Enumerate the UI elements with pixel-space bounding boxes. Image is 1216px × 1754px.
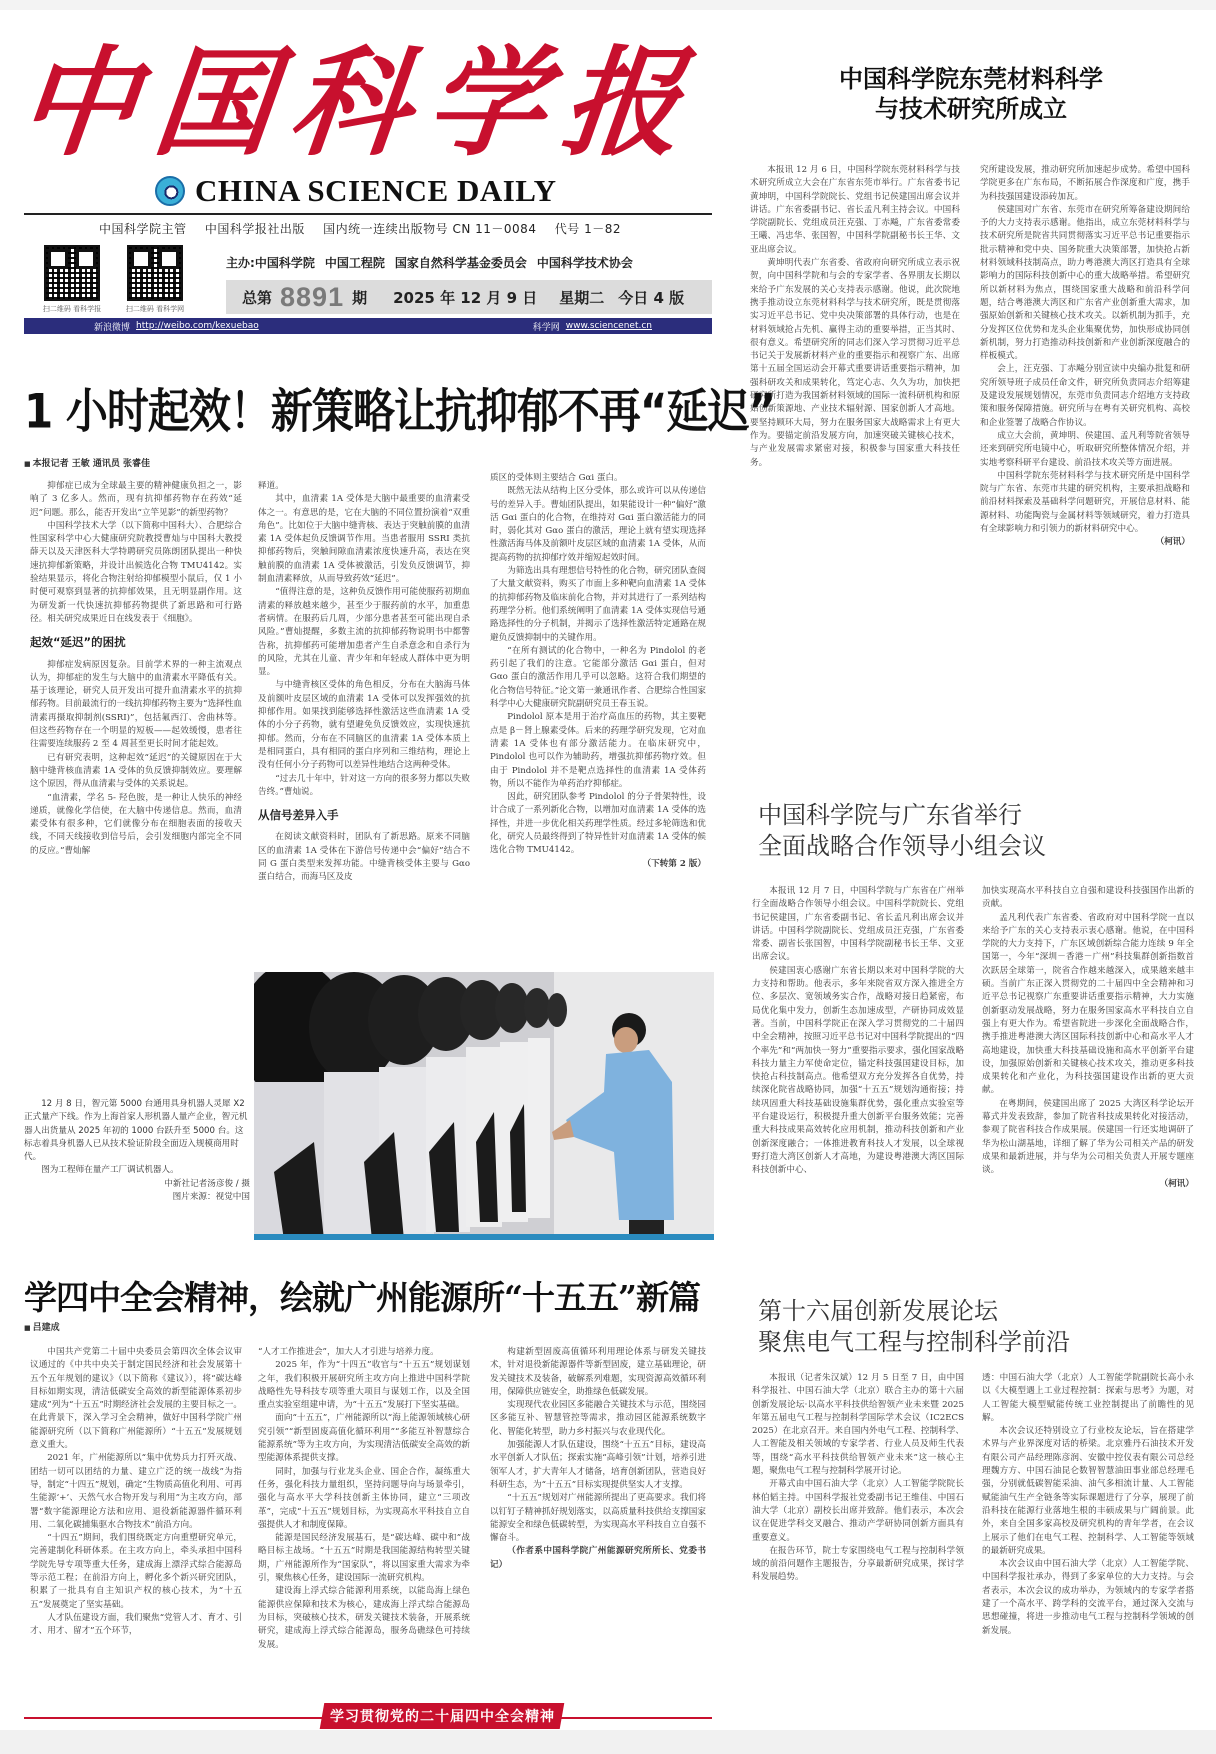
paragraph: 2025 年，作为“十四五”收官与“十五五”规划谋划之年，我们积极开展研究所主攻方向上推进中国科学院战略性先导科技专项等重大项目与谋划工作，以及全国重点实验室组建申请，为“十五五”发展打下坚实基础。 [258,1360,470,1411]
masthead-rule [24,213,712,215]
caption-text: 图为工程师在量产工厂调试机器人。 [41,1165,179,1176]
paragraph: 2021 年，广州能源所以“集中优势兵力打歼灭战、团结一切可以团结的力量、建立广泛的统一战线”为指导，制定“十四五”规划，确定“生物质高值化利用、可再生能源‘+’、天然气水合物开发与利用”为主攻方向，部署“数字能源理论方法和应用、退役新能源器件循环利用、二氧化碳捕集驱水合物技术”前沿方向。 [30,1453,242,1530]
headline-line: 聚焦电气工程与控制科学前沿 [758,1328,1070,1356]
sponsors-label: 主办: [226,256,255,270]
forum-column-1 [752,1372,964,1728]
paragraph: 成立大会前，黄坤明、侯建国、孟凡利等院省领导还来到研究所电镜中心，听取研究所整体情况介绍，并实地考察科研平台建设、前沿技术攻关等方面进展。 [980,430,1190,468]
banner-label: 学习贯彻党的二十届四中全会精神 [329,1709,555,1725]
subheading: 起效“延迟”的困扰 [30,635,126,650]
energy-byline: ■ 吕建成 [24,1320,60,1333]
issue-weekday: 星期二 [559,288,605,307]
energy-column-2 [258,1346,470,1696]
paragraph: 侯建国衷心感谢广东省长期以来对中国科学院的大力支持和帮助。他表示，多年来院省双方深入推进全方位、多层次、宽领域务实合作，战略对接日趋紧密，布局优化集中发力，创新生态加速成型，产研协同成效显著。当前，中国科学院正在深入学习贯彻党的二十届四中全会精神，按照习近平总书记对中国科学院提出的“四个率先”和“两加快一努力”重要指示要求，强化国家战略科技力量主力军使命定位，锚定科技强国建设目标，加快抢占科技制高点。他希望双方充分发挥各自优势，持续深化院省战略协同，加强“十五五”规划沟通衔接；持续巩固重大科技基础设施集群优势，强化重点实验室等平台建设运行，积极提升重大创新平台服务效能；完善重大科技成果高效转化应用机制，推动科技创新和产业创新深度融合；一体推进教育科技人才发展，以全球视野打造大湾区创新人才高地，为建设粤港澳大湾区国际科技创新中心、 [752,965,964,1176]
paragraph: 透：中国石油大学（北京）人工智能学院副院长高小永以《大模型遇上工业过程控制：探索与思考》为题，对人工智能大模型赋能传统工业控制提出了前瞻性的见解。 [982,1373,1194,1423]
pub-info-item: 代号 1－82 [554,222,622,236]
headline-line: 全面战略合作领导小组会议 [758,832,1046,860]
paragraph: 中国科学院东莞材料科学与技术研究所是中国科学院与广东省、东莞市共建的研究机构，主要承担战略和前沿材料探索及基础科学问题研究，开展信息材料、能源材料、功能陶瓷与金属材料等领域研究，着力打造具有全球影响力和引领力的新材料研究中心。 [980,470,1190,535]
signature: （柯讯） [1159,1178,1194,1189]
paragraph: “十五五”规划对广州能源所提出了更高要求。我们将以钉钉子精神抓好规划落实，以高质量科技供给支撑国家能源安全和绿色低碳转型，为实现高水平科技自立自强不懈奋斗。 [490,1493,706,1544]
author-note: （作者系中国科学院广州能源研究所所长、党委书记） [490,1546,706,1570]
paragraph: 建设海上浮式综合能源利用系统，以能岛海上绿色能源供应保障和技术为核心，建成海上浮式综合能源岛为目标，突破核心技术，研发关键技术装备，开展系统研究，建成海上浮式综合能源岛，服务岛礁绿色可持续发展。 [258,1586,470,1650]
paragraph: 其中，血清素 1A 受体是大脑中最重要的血清素受体之一。有意思的是，它在大脑的不同位置扮演着“双重角色”。比如位于大脑中缝背核、表达于突触前膜的血清素 1A 受体起负反馈调节作用。当患者服用 SSRI 类抗抑郁药物后，突触间隙血清素浓度快速升高，表达在突触前膜的血清素 1A 受体被激活，引发负反馈调节，抑制血清素释放，从而导致药效“延迟”。 [258,494,470,585]
sponsor: 中国科学技术协会 [536,256,633,270]
masthead-english-title: CHINA SCIENCE DAILY [195,173,557,208]
paragraph: 加快实现高水平科技自立自强和建设科技强国作出新的贡献。 [982,886,1194,910]
masthead-logo [11,33,689,172]
subheading: 从信号差异入手 [258,808,339,823]
energy-column-3 [490,1346,706,1696]
paragraph: 中国共产党第二十届中央委员会第四次全体会议审议通过的《中共中央关于制定国民经济和社会发展第十五个五年规划的建议》（以下简称《建议》），将“碳达峰目标如期实现，清洁低碳安全高效的新型能源体系初步建成”列为“十五五”时期经济社会发展的主要目标之一。在此背景下，深入学习全会精神，做好中国科学院广州能源研究所（以下简称广州能源所）“十五五”发展规划意义重大。 [30,1347,242,1451]
paragraph: 释道。 [258,481,284,491]
paragraph: “过去几十年中，针对这一方向的很多努力都以失败告终。”曹灿说。 [258,773,470,797]
photo-caption [24,1098,250,1204]
continued-on-page-link[interactable]: （下转第 2 版） [642,858,706,869]
sponsor: 中国科学院 [254,256,315,270]
issue-bar [226,280,712,314]
photo-credit: 中新社记者汤彦俊 / 摄 [164,1178,250,1189]
logo-char: 学 [419,33,553,172]
qr-code-icon[interactable] [44,245,100,301]
paragraph: 抑郁症发病原因复杂。目前学术界的一种主流观点认为，抑郁症的发生与大脑中的血清素水平降低有关。基于该理论，研究人员开发出可提升血清素水平的抗抑郁药物。目前最流行的一线抗抑郁药物主要为“选择性血清素再摄取抑制剂(SSRI)”，包括氟西汀、舍曲林等。但这些药物存在一个明显的短板——起效缓慢，患者往往需要连续服药 2 至 4 周甚至更长时间才能起效。 [30,659,242,750]
lead-column-3 [490,472,706,952]
forum-column-2 [982,1372,1194,1728]
headline-line: 与技术研究所成立 [875,94,1067,123]
lead-column-2 [258,480,470,948]
newspaper-page [0,10,1216,1730]
paragraph: 在粤期间，侯建国出席了 2025 大湾区科学论坛开幕式并发表致辞，参加了院省科技成果转化对接活动，参观了院省科技合作成果展。侯建国一行还实地调研了华为松山湖基地，详细了解了华为公司相关产品的研发成果和最新进展，并与华为公司相关负责人开展专题座谈。 [982,1098,1194,1176]
qr-caption: 扫二维码 看科学报 [42,305,102,313]
site-label: 科学网 [532,322,560,333]
paragraph: 侯建国对广东省、东莞市在研究所筹备建设期间给予的大力支持表示感谢。他指出，成立东莞材料科学与技术研究所是院省共同贯彻落实习近平总书记重要指示批示精神和党中央、国务院重大决策部署，加快抢占新材料领域科技制高点，助力粤港澳大湾区打造具有全球影响力的国际科技创新中心的重大战略举措。希望研究所以新材料为焦点，围绕国家重大战略和前沿科学问题，结合粤港澳大湾区和广东省产业创新重大需求，加强原始创新和关键核心技术攻关。以新机制为抓手，充分发挥区位优势和龙头企业集聚优势，加快形成协同创新机制，努力打造推动科技创新和产业创新深度融合的样板模式。 [980,204,1190,362]
paragraph: 本次会议还特别设立了行业校友论坛，旨在搭建学术界与产业界深度对话的桥梁。北京雅丹石油技术开发有限公司产品经理陈彦润、安徽中控仪表有限公司总经理魏方方、中国石油昆仑数智智慧油田事业部总经理毛强，分别就低碳智能采油、油气多相流计量、人工智能赋能油气生产全链条等实际课题进行了分享，展现了前沿科技在能源行业落地生根的丰硕成果与广阔前景。此外，来自全国多家高校及研究机构的青年学者，在会议上展示了他们在电气工程、控制科学、人工智能等领域的最新研究成果。 [982,1426,1194,1556]
guangdong-column-2 [982,885,1194,1241]
lead-headline: 1 小时起效！新策略让抗抑郁不再“延迟” [24,383,776,439]
lead-column-1 [30,480,242,884]
paragraph: 在报告环节，院士专家围绕电气工程与控制科学领域的前沿问题作主题报告，分享最新研究成果，探讨学科发展趋势。 [752,1545,964,1583]
issue-date: 2025 年 12 月 9 日 [393,288,538,307]
paragraph: 实现现代农业园区多能融合关键技术与示范，围绕园区多能互补、智慧管控等需求，推动园区能源系统数字化、智能化转型，助力乡村振兴与农业现代化。 [490,1400,706,1437]
headline-dongguan [736,64,1206,124]
paragraph: 加强能源人才队伍建设，围绕“十五五”目标，建设高水平创新人才队伍；探索实施“高峰引领”计划，培养引进领军人才，扩大青年人才储备，培育创新团队，营造良好科研生态，为“十五五”目标实现提供坚实人才支撑。 [490,1440,706,1490]
logo-char: 科 [283,33,417,172]
paragraph: 本报讯（记者朱汉斌）12 月 5 日至 7 日，由中国科学报社、中国石油大学（北京）联合主办的第十六届创新发展论坛·以高水平科技供给智领产业未来暨 2025 年第五届电气工程与控制科学国际学术会议（IC2ECS 2025）在北京召开。来自国内外电气工程、控制科学、人工智能及相关领域的专家学者、行业人员及师生代表等，围绕“高水平科技供给智领产业未来”这一核心主题，聚焦电气工程与控制科学展开讨论。 [752,1373,964,1477]
qr-caption: 扫二维码 看科学网 [125,305,185,313]
paragraph: 中国科学技术大学（以下简称中国科大）、合肥综合性国家科学中心大健康研究院教授曹灿与中国科大教授薛天以及天津医科大学特聘研究员陈朗团队提出一种快速抗抑郁新策略，并设计出候选化合物 TMU4142。实验结果显示，将化合物注射给抑郁模型小鼠后，仅 1 小时便可观察到显著的抗抑郁效果，且无明显副作用。这为研发新一代快速抗抑郁药物提供了新思路和可行路径。相关研究成果近日在线发表于《细胞》。 [30,520,242,624]
paragraph: 开幕式由中国石油大学（北京）人工智能学院院长林伯韬主持。中国科学报社党委副书记王维佳、中国石油大学（北京）副校长出席并致辞。他们表示，本次会议在促进学科交叉融合、推动产学研协同创新方面具有重要意义。 [752,1479,964,1543]
robots-illustration-icon [254,972,714,1240]
column-banner [320,1703,565,1729]
paragraph: 与中缝背核区受体的角色相反，分布在大脑海马体及前额叶皮层区域的血清素 1A 受体可以发挥强效的抗抑郁作用。如果找到能够选择性激活这些血清素 1A 受体的小分子药物，就有望避免负反馈效应，实现快速抗抑郁。然而，分布在不同脑区的血清素 1A 受体本质上是相同蛋白，具有相同的蛋白序列和三维结构，理论上没有任何小分子药物可以差异性地结合这两种受体。 [258,680,470,771]
paragraph: 既然无法从结构上区分受体，那么或许可以从传递信号的差异入手。曹灿团队提出，如果能设计一种“偏好”激活 Gαi 蛋白的化合物，在维持对 Gαi 蛋白激活能力的同时，弱化其对 Gαo 蛋白的激活，理论上就有望实现选择性激活海马体及前额叶皮层区域的血清素 1A 受体，从而提高药物的抗抑郁疗效并缩短起效时间。 [490,486,706,563]
headline-forum [758,1296,1198,1358]
page-bottom-margin [0,1730,1216,1754]
logo-char: 国 [147,33,281,172]
paragraph: “在所有测试的化合物中，一种名为 Pindolol 的老药引起了我们的注意。它能部分激活 Gαi 蛋白，但对 Gαo 蛋白的激活作用几乎可以忽略。这符合我们期望的化合物信号特征。”论文第一兼通讯作者、合肥综合性国家科学中心大健康研究院副研究员王春玉说。 [490,645,706,710]
paragraph: 面向“十五五”，广州能源所以“海上能源领域核心研究引领”“新型固废高值化循环利用”“多能互补智慧综合能源系统”等为主攻方向，为实现清洁低碳安全高效的新型能源体系提供支撑。 [258,1413,470,1464]
weibo-label: 新浪微博 [94,322,131,333]
paragraph: “人才工作推进会”，加大人才引进与培养力度。 [258,1347,439,1357]
paragraph: 为筛选出具有理想信号特性的化合物，研究团队查阅了大量文献资料，购买了市面上多种靶向血清素 1A 受体的抗抑郁药物及临床前化合物，并对其进行了一系列结构药理学分析。他们系统阐明了血清素 1A 受体实现信号通路选择性的分子机制，并揭示了选择性激活特定通路在规避负反馈抑制中的关键作用。 [490,566,706,643]
paragraph: 同时，加强与行业龙头企业、国企合作，凝练重大任务，强化科技力量组织，坚持问题导向与场景牵引，强化与高水平大学科技创新主体协同，建立“三项改革”，完成“十五五”规划目标，为实现高水平科技自立自强提供人才和制度保障。 [258,1466,470,1530]
issue-pages: 今日 4 版 [618,288,685,307]
qr-code-icon[interactable] [127,245,183,301]
logo-char: 报 [555,33,689,172]
headline-guangdong [758,800,1198,862]
photo-source: 图片来源：视觉中国 [172,1192,250,1203]
dongguan-column-2 [980,164,1190,754]
pub-info-item: 中国科学院主管 [98,222,187,236]
weibo-link[interactable]: http://weibo.com/kexuebao [136,321,259,331]
paragraph: 因此，研究团队参考 Pindolol 的分子骨架特性，设计合成了一系列新化合物，以增加对血清素 1A 受体的选择性，并进一步优化相关药理学性质。经过多轮筛选和优化，研究人员最终得到了特异性针对血清素 1A 受体的候选化合物 TMU4142。 [490,792,706,856]
sciencenet-link[interactable]: www.sciencenet.cn [565,321,652,331]
paragraph: 孟凡利代表广东省委、省政府对中国科学院一直以来给予广东的关心支持表示衷心感谢。他说，在中国科学院的大力支持下，广东区域创新综合能力连续 9 年全国第一，今年“深圳－香港－广州”科技集群创新指数首次跃居全球第一，院省合作越来越深入，成果越来越丰硕。当前广东正深入贯彻党的二十届四中全会精神和习近平总书记视察广东重要讲话重要指示精神，大力实施创新驱动发展战略，努力在服务国家高水平科技自立自强上有更大作为。希望省院进一步深化全面战略合作，携手推进粤港澳大湾区国际科技创新中心和高水平人才高地建设，加快重大科技基础设施和高水平创新平台建设，加强原始创新和关键核心技术攻关，推动更多科技成果转化和产业化，为科技强国建设作出新的更大贡献。 [982,912,1194,1096]
sponsor: 国家自然科学基金委员会 [394,256,527,270]
paragraph: 在阅读文献资料时，团队有了新思路。原来不同脑区的血清素 1A 受体在下游信号传递中会“偏好”结合不同 G 蛋白类型来发挥功能。中缝背核受体主要与 Gαo 蛋白结合，而海马区及皮 [258,832,470,883]
sponsors-line [226,254,643,271]
pub-info-item: 国内统一连续出版物号 CN 11－0084 [323,222,537,236]
newspaper-emblem-icon [155,176,185,206]
paragraph: 质区的受体则主要结合 Gαi 蛋白。 [490,473,623,483]
paragraph: 人才队伍建设方面，我们聚焦“党管人才、育才、引才、用才、留才”五个环节， [30,1612,242,1637]
paragraph: 已有研究表明，这种起效“延迟”的关键原因在于大脑中缝背核血清素 1A 受体的负反馈抑制效应。要理解这个原因，得从血清素与受体的关系说起。 [30,752,242,790]
paragraph: “十四五”期间，我们围绕既定方向重塑研究单元，完善建制化科研体系。在主攻方向上，牵头承担中国科学院先导专项等重大任务，建成海上漂浮式综合能源岛等示范工程；在前沿方向上，孵化多个新兴研究团队，积累了一批具有自主知识产权的核心技术，为“十五五”发展奠定了坚实基础。 [30,1533,242,1610]
headline-energy: 学四中全会精神，绘就广州能源所“十五五”新篇 [24,1278,700,1317]
signature: （柯讯） [1155,537,1190,548]
paragraph: 本报讯 12 月 7 日，中国科学院与广东省在广州举行全面战略合作领导小组会议。中国科学院院长、党组书记侯建国，广东省委副书记、省长孟凡利出席会议并讲话。中国科学院副院长、党组成员汪克强，广东省委常委、副省长张国智，中国科学院副秘书长王华、文亚出席会议。 [752,886,964,963]
paragraph: Pindolol 原本是用于治疗高血压的药物，其主要靶点是 β－肾上腺素受体。后来的药理学研究发现，它对血清素 1A 受体也有部分激活能力。在临床研究中，Pindolol 也可以作为辅助药，增强抗抑郁药物疗效。但由于 Pindolol 并不是靶点选择性的血清素 1A 受体药物，所以不能作为单药治疗抑郁症。 [490,712,706,789]
logo-char: 中 [11,33,145,172]
paragraph: “血清素，学名 5- 羟色胺，是一种让人快乐的神经递质，就像化学信使，在大脑中传递信息。然而，血清素受体有很多种，它们就像分布在细胞表面的接收天线，不同天线接收到信号后，会引发细胞内部完全不同的反应。”曹灿解 [30,792,242,856]
caption-text: 12 月 8 日，智元第 5000 台通用具身机器人灵犀 X2 正式量产下线。作为上海首家人形机器人量产企业，智元机器人出货量从 2025 年初的 1000 台跃升至 5000 台。这标志着具身机器人已从技术验证阶段全面迈入规模商用时代。 [24,1099,248,1163]
pub-info-item: 中国科学报社出版 [204,222,305,236]
issue-number: 8891 [280,281,345,312]
dongguan-column-1 [750,164,960,754]
sponsor: 中国工程院 [324,256,385,270]
paragraph: 抑郁症已成为全球最主要的精神健康负担之一，影响了 3 亿多人。然而，现有抗抑郁药物存在药效“延迟”问题。那么，能否开发出“立竿见影”的新型药物？ [30,481,242,518]
link-bar [24,318,712,334]
publication-info [0,220,720,237]
paragraph: 本次会议由中国石油大学（北京）人工智能学院、中国科学报社承办，得到了多家单位的大力支持。与会者表示，本次会议的成功举办，为领域内的专家学者搭建了一个高水平、跨学科的交流平台，通过深入交流与思想碰撞，将进一步推动电气工程与控制科学领域的创新发展。 [982,1559,1194,1636]
robot-factory-photo [254,972,714,1240]
guangdong-column-1 [752,885,964,1241]
paragraph: 会上，汪克强、丁赤飚分别宣读中央编办批复和研究所领导班子成员任命文件，研究所负责同志介绍筹建及建设发展规划情况，东莞市负责同志介绍地方支持政策和服务保障措施。研究所与在粤有关研究机构、高校和企业签署了战略合作协议。 [980,364,1190,428]
paragraph: “值得注意的是，这种负反馈作用可能使服药初期血清素的释放越来越少，甚至少于服药前的水平，加重患者病情。在服药后几周，少部分患者甚至可能出现自杀风险。”曹灿提醒，多数主流的抗抑郁药物说明书中都警告称，抗抑郁药可能增加患者产生自杀意念和自杀行为的风险，尤其在儿童、青少年和年轻成人群体中更为明显。 [258,587,470,678]
paragraph: 构建新型固废高值循环利用理论体系与研发关键技术，针对退役新能源器件等新型固废，建立基础理论，研发关键技术及装备，破解系列难题，实现资源高效循环利用，保障供应链安全，助推绿色低碳发展。 [490,1347,706,1397]
masthead-english [155,173,557,209]
energy-column-1 [30,1346,242,1696]
paragraph: 黄坤明代表广东省委、省政府向研究所成立表示祝贺，向中国科学院和与会的专家学者、各界朋友长期以来给予广东发展的关心支持表示感谢。他说，此次院地携手推动设立东莞材料科学与技术研究所，既是贯彻落实习近平总书记、党中央决策部署的具体行动，也是在材料领域抢占先机、赢得主动的重要举措，正当其时、很有意义。希望研究所的同志们深入学习贯彻习近平总书记关于发展新材料产业的重要指示和视察广东、出席第十五届全国运动会开幕式重要讲话重要指示精神，加强科研攻关和成果转化，笃定心志、久久为功，加快把研究所打造为我国新材料领域的国际一流科研机构和原始创新策源地、产业技术辐射源、国家创新人才高地。要坚持顾环大局，努力在服务国家大战略需求上有更大作为。要锚定前沿发展方向，加速突破关键核心技术，与产业发展需求紧密对接，积极参与国家重大科技任务。 [750,258,960,468]
paragraph: 本报讯 12 月 6 日，中国科学院东莞材料科学与技术研究所成立大会在广东省东莞市举行。广东省委书记黄坤明，中国科学院院长、党组书记侯建国出席会议并讲话。广东省委副书记、省长孟凡利主持会议。中国科学院副院长、党组成员汪克强、丁赤飚，广东省委常委王曦、冯忠华、张国智，中国科学院副秘书长王华、文亚出席会议。 [750,165,960,255]
paragraph: 究所建设发展，推动研究所加速起步成势。希望中国科学院更多在广东布局，不断拓展合作深度和广度，携手为科技强国建设添砖加瓦。 [980,165,1190,202]
headline-line: 中国科学院东莞材料科学 [839,64,1103,93]
headline-line: 中国科学院与广东省举行 [758,801,1022,829]
lead-byline: ■ 本报记者 王敏 通讯员 张睿佳 [24,456,150,469]
issue-suffix: 期 [352,288,368,307]
issue-prefix: 总第 [242,288,273,307]
paragraph: 能源是国民经济发展基石，是“碳达峰、碳中和”战略目标主战场。“十五五”时期是我国能源结构转型关键期，广州能源所作为“国家队”，将以国家重大需求为牵引，聚焦核心任务，建设国际一流研究机构。 [258,1533,470,1584]
headline-line: 第十六届创新发展论坛 [758,1297,998,1325]
